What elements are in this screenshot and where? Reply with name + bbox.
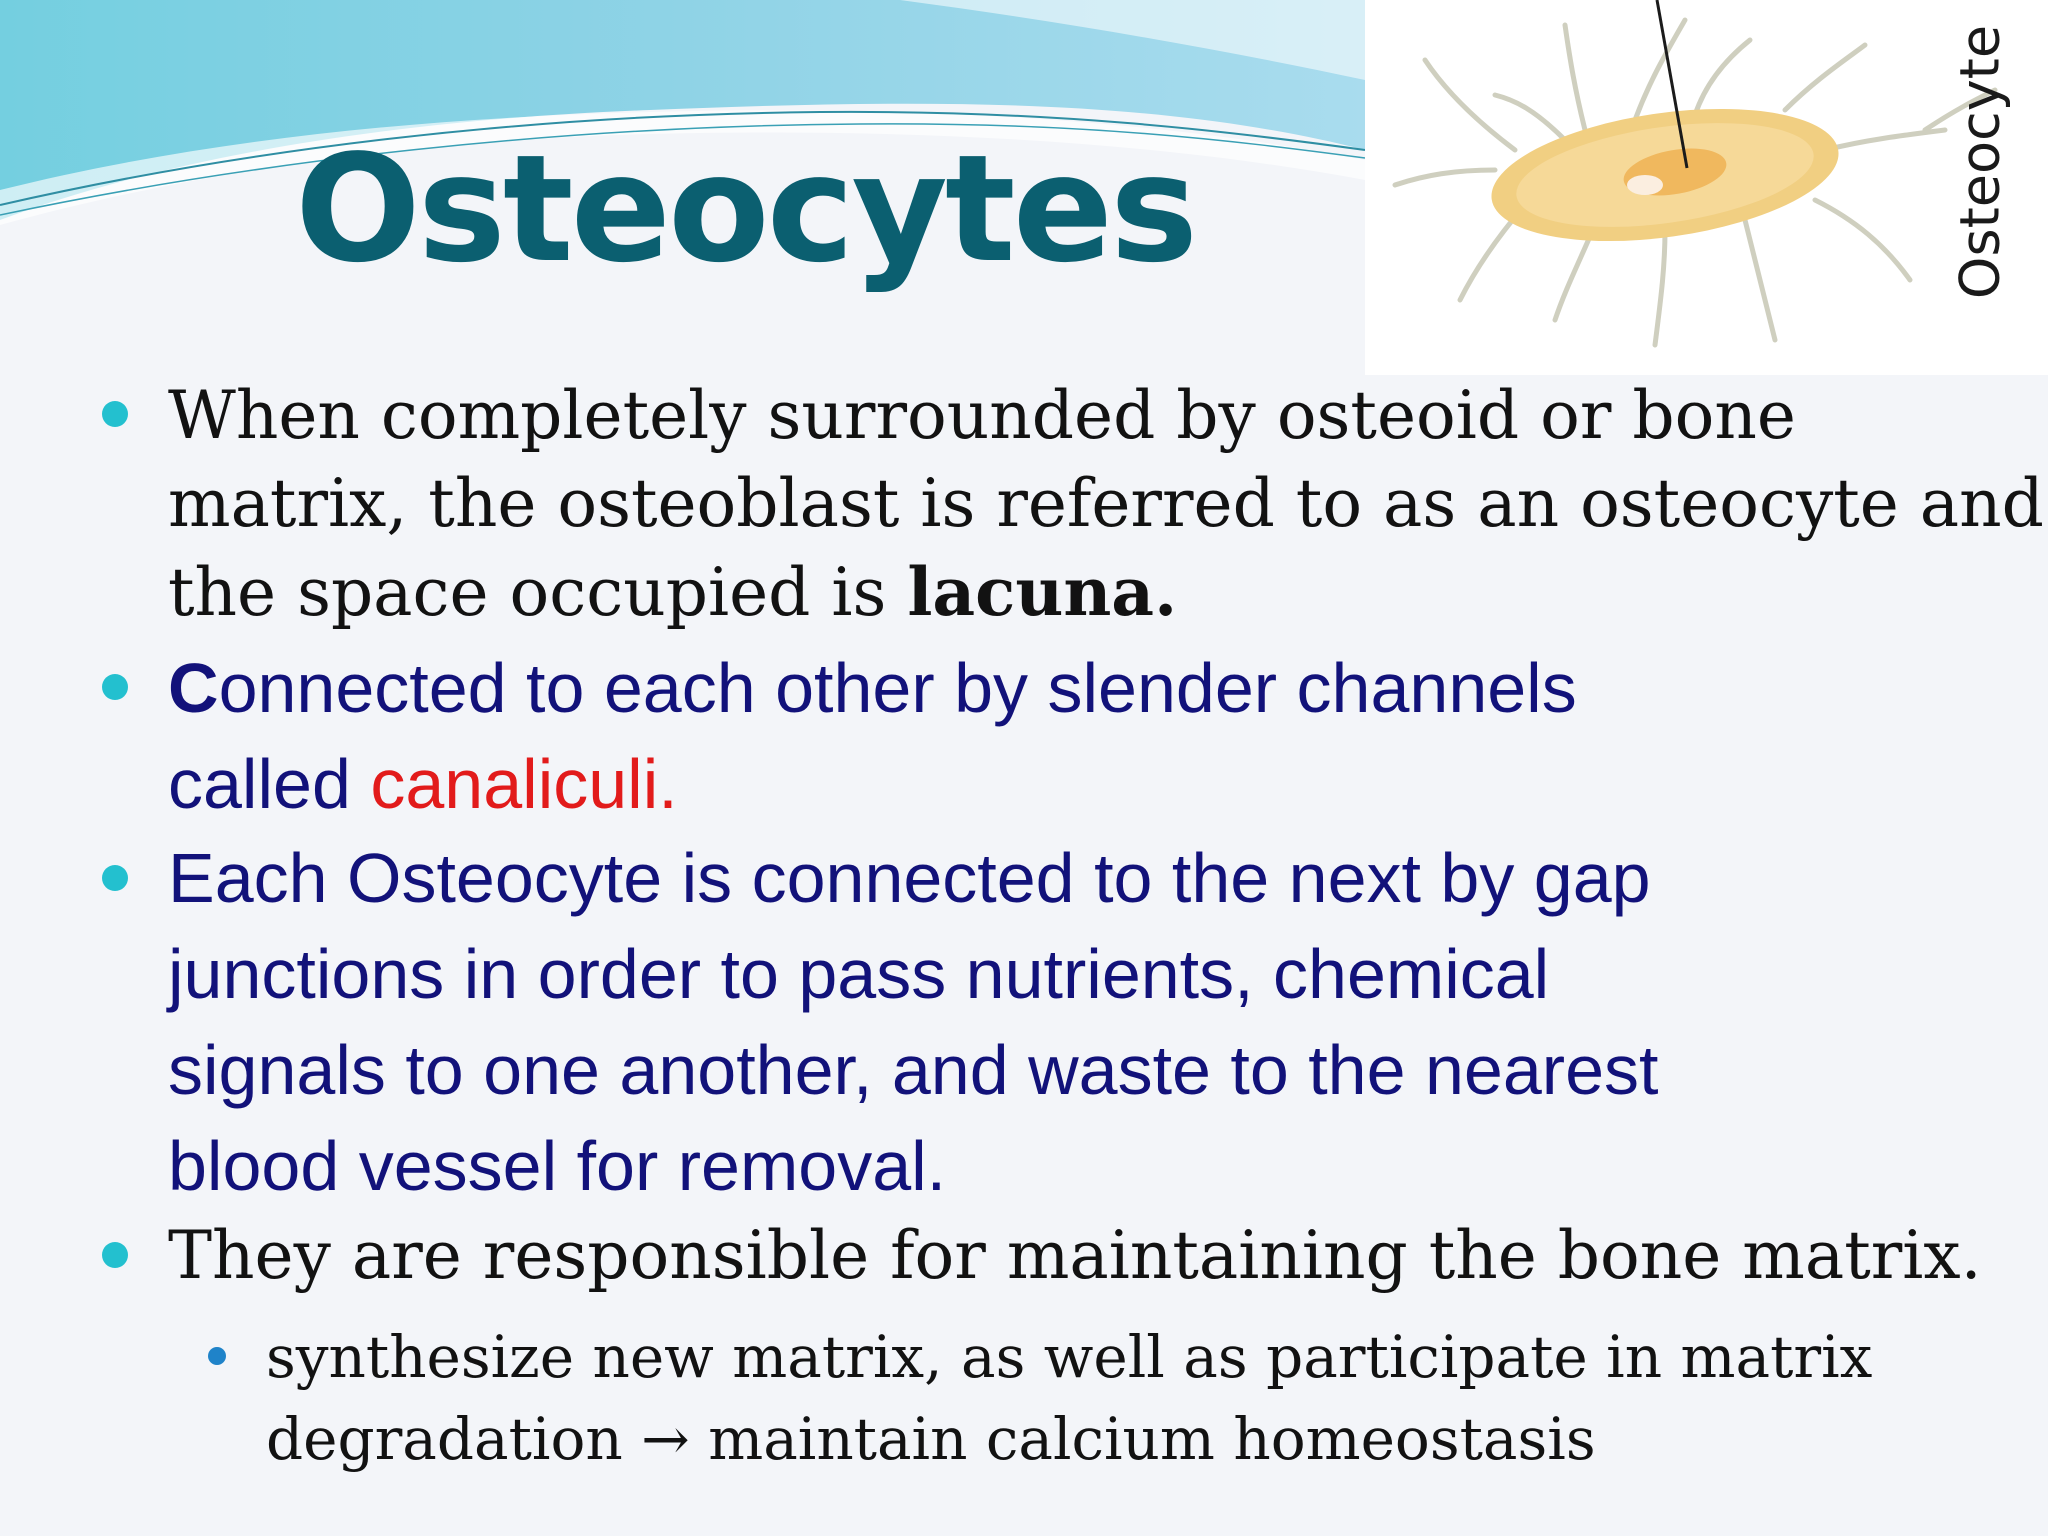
bullet-2-line-1-text: onnected to each other by slender channels	[218, 649, 1577, 727]
sub-bullet-dot	[208, 1347, 226, 1365]
bullet-dot	[102, 1242, 128, 1268]
bullet-3-text	[168, 830, 1658, 1214]
bullet-3-line-4: blood vessel for removal.	[168, 1127, 947, 1205]
bullet-3-line-3: signals to one another, and waste to the nearest	[168, 1031, 1659, 1109]
bullet-2-line-2-text: called	[168, 745, 371, 823]
bullet-1-line-3	[168, 548, 2044, 637]
bullet-dot	[102, 401, 128, 427]
bullet-2-text	[168, 640, 1577, 832]
slide-title: Osteocytes	[295, 123, 1196, 295]
bullet-2-lead-letter: C	[168, 649, 219, 727]
bullet-2-line-1	[168, 640, 1577, 736]
bullet-1-line-1: When completely surrounded by osteoid or bone	[168, 377, 1796, 454]
bullet-dot	[102, 674, 128, 700]
bullet-3-line-2: junctions in order to pass nutrients, chemical	[168, 935, 1550, 1013]
bullet-3-line-1: Each Osteocyte is connected to the next by gap	[168, 839, 1651, 917]
bullet-1-text	[168, 372, 2044, 637]
sub-bullet-line-2: degradation → maintain calcium homeostasis	[266, 1405, 1596, 1473]
figure-label-text: Osteocyte	[1948, 24, 2012, 300]
figure-label	[1920, 16, 2040, 308]
lacuna-term: lacuna.	[907, 553, 1178, 631]
bullet-4-text: They are responsible for maintaining the bone matrix.	[168, 1217, 1982, 1294]
sub-bullet-text	[266, 1316, 1872, 1480]
bullet-2-line-2	[168, 736, 1577, 832]
bullet-dot	[102, 865, 128, 891]
sub-bullet-line-1: synthesize new matrix, as well as participate in matrix	[266, 1323, 1873, 1391]
bullet-1-line-3-text: the space occupied is	[168, 554, 908, 631]
bullet-1-line-2: matrix, the osteoblast is referred to as an osteocyte and	[168, 465, 2044, 542]
canaliculi-term: canaliculi.	[370, 745, 678, 823]
